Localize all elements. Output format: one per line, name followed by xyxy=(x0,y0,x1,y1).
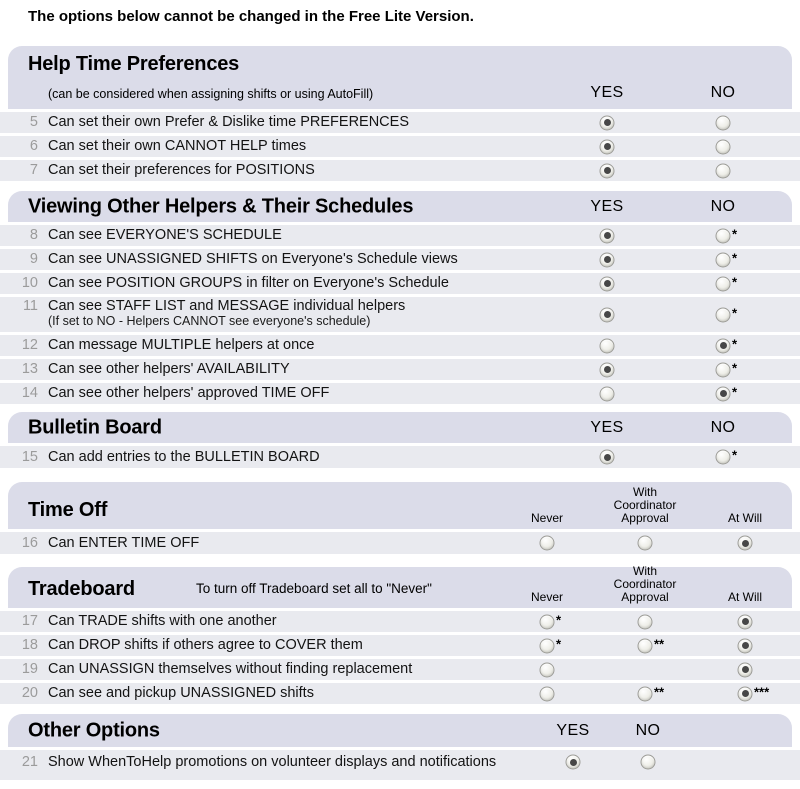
row-label: Can see other helpers' approved TIME OFF xyxy=(48,385,330,401)
footnote-asterisk: *** xyxy=(754,684,770,700)
radio-yes[interactable] xyxy=(600,362,615,377)
option-row-21 xyxy=(0,750,800,780)
radio-no[interactable] xyxy=(716,139,731,154)
option-row-18 xyxy=(0,635,800,656)
section-header xyxy=(8,482,792,529)
radio-no[interactable] xyxy=(716,386,731,401)
footnote-asterisk: * xyxy=(732,274,738,290)
column-header-yes: YES xyxy=(556,721,590,739)
section-title: Tradeboard xyxy=(28,578,135,600)
section-subtitle: (can be considered when assigning shifts or using AutoFill) xyxy=(48,87,374,101)
row-number: 20 xyxy=(21,685,38,701)
option-row-5 xyxy=(0,112,800,133)
column-header-no: NO xyxy=(710,197,736,215)
section-header xyxy=(8,564,792,608)
option-row-19 xyxy=(0,659,800,680)
option-row-14 xyxy=(0,383,800,404)
column-header-no: NO xyxy=(635,721,661,739)
footnote-asterisk: * xyxy=(732,226,738,242)
radio-with-coordinator-approval[interactable] xyxy=(638,614,653,629)
section-header xyxy=(8,714,792,747)
radio-at-will[interactable] xyxy=(738,536,753,551)
option-row-11 xyxy=(0,297,800,332)
option-row-16 xyxy=(0,532,800,554)
option-row-12 xyxy=(0,335,800,356)
settings-panels xyxy=(0,46,800,780)
radio-yes[interactable] xyxy=(600,307,615,322)
radio-at-will[interactable] xyxy=(738,638,753,653)
row-label: Can UNASSIGN themselves without finding replacement xyxy=(48,661,413,677)
row-number: 21 xyxy=(21,754,38,770)
section-bulletin-board xyxy=(0,412,800,468)
row-subnote: (If set to NO - Helpers CANNOT see everyone's schedule) xyxy=(48,314,371,328)
section-title: Viewing Other Helpers & Their Schedules xyxy=(28,195,414,217)
column-header-no: NO xyxy=(710,84,736,101)
option-row-17 xyxy=(0,611,800,632)
radio-yes[interactable] xyxy=(600,338,615,353)
radio-no[interactable] xyxy=(716,338,731,353)
row-label: Can see and pickup UNASSIGNED shifts xyxy=(48,685,314,701)
row-number: 9 xyxy=(29,251,38,267)
row-label: Can TRADE shifts with one another xyxy=(48,613,277,629)
section-other-options xyxy=(0,714,800,780)
column-header-never: Never xyxy=(530,511,564,525)
radio-no[interactable] xyxy=(716,228,731,243)
radio-yes[interactable] xyxy=(600,115,615,130)
radio-never[interactable] xyxy=(540,638,555,653)
row-label: Can DROP shifts if others agree to COVER them xyxy=(48,637,363,653)
radio-no[interactable] xyxy=(641,755,656,770)
row-number: 5 xyxy=(29,114,38,130)
footnote-asterisk: ** xyxy=(654,636,665,652)
radio-no[interactable] xyxy=(716,362,731,377)
footnote-asterisk: ** xyxy=(654,684,665,700)
row-number: 11 xyxy=(22,298,38,314)
row-label: Show WhenToHelp promotions on volunteer displays and notifications xyxy=(48,754,497,770)
radio-at-will[interactable] xyxy=(738,614,753,629)
option-row-9 xyxy=(0,249,800,270)
footnote-asterisk: * xyxy=(732,336,738,352)
radio-yes[interactable] xyxy=(600,450,615,465)
radio-no[interactable] xyxy=(716,252,731,267)
radio-yes[interactable] xyxy=(600,139,615,154)
section-time-off xyxy=(0,482,800,554)
row-label: Can set their preferences for POSITIONS xyxy=(48,162,315,178)
column-header-at-will: At Will xyxy=(728,511,762,525)
radio-with-coordinator-approval[interactable] xyxy=(638,638,653,653)
column-header-yes: YES xyxy=(590,418,624,436)
radio-at-will[interactable] xyxy=(738,686,753,701)
radio-no[interactable] xyxy=(716,450,731,465)
option-row-10 xyxy=(0,273,800,294)
row-label: Can add entries to the BULLETIN BOARD xyxy=(48,449,320,465)
radio-no[interactable] xyxy=(716,307,731,322)
column-header-with-coordinator-approval: With Coordinator Approval xyxy=(613,564,677,604)
section-title: Other Options xyxy=(28,719,160,741)
section-note: To turn off Tradeboard set all to "Never" xyxy=(196,581,432,596)
row-number: 16 xyxy=(21,535,38,551)
option-row-8 xyxy=(0,225,800,246)
radio-yes[interactable] xyxy=(600,386,615,401)
section-header xyxy=(8,412,792,443)
row-number: 7 xyxy=(29,162,38,178)
row-number: 17 xyxy=(21,613,38,629)
row-label: Can set their own CANNOT HELP times xyxy=(48,138,307,154)
row-number: 15 xyxy=(21,449,38,465)
radio-with-coordinator-approval[interactable] xyxy=(638,686,653,701)
column-header-yes: YES xyxy=(590,84,624,101)
section-help-time-preferences xyxy=(0,46,800,181)
radio-yes[interactable] xyxy=(600,252,615,267)
radio-yes[interactable] xyxy=(600,228,615,243)
column-header-at-will: At Will xyxy=(728,590,762,604)
radio-yes[interactable] xyxy=(566,755,581,770)
row-label: Can see other helpers' AVAILABILITY xyxy=(48,361,290,377)
footnote-asterisk: * xyxy=(732,360,738,376)
section-header xyxy=(8,46,792,109)
radio-never[interactable] xyxy=(540,686,555,701)
row-number: 18 xyxy=(21,637,38,653)
column-header-yes: YES xyxy=(590,197,624,215)
section-title: Bulletin Board xyxy=(28,416,162,438)
radio-with-coordinator-approval[interactable] xyxy=(638,536,653,551)
radio-no[interactable] xyxy=(716,276,731,291)
section-header xyxy=(8,191,792,222)
row-label: Can see STAFF LIST and MESSAGE individual helpers xyxy=(48,298,406,314)
option-row-7 xyxy=(0,160,800,181)
radio-never[interactable] xyxy=(540,614,555,629)
radio-no[interactable] xyxy=(716,163,731,178)
column-header-never: Never xyxy=(530,590,564,604)
row-number: 6 xyxy=(29,138,38,154)
row-label: Can ENTER TIME OFF xyxy=(48,535,200,551)
radio-never[interactable] xyxy=(540,662,555,677)
footnote-asterisk: * xyxy=(732,305,738,321)
option-row-15 xyxy=(0,446,800,468)
section-tradeboard xyxy=(0,564,800,704)
radio-yes[interactable] xyxy=(600,163,615,178)
radio-never[interactable] xyxy=(540,536,555,551)
option-row-20 xyxy=(0,683,800,704)
row-number: 12 xyxy=(21,337,38,353)
footnote-asterisk: * xyxy=(732,250,738,266)
option-row-13 xyxy=(0,359,800,380)
free-lite-notice: The options below cannot be changed in the Free Lite Version. xyxy=(28,8,474,25)
footnote-asterisk: * xyxy=(732,447,738,463)
footnote-asterisk: * xyxy=(732,384,738,400)
column-header-no: NO xyxy=(710,418,736,436)
section-title: Time Off xyxy=(28,499,108,521)
radio-yes[interactable] xyxy=(600,276,615,291)
column-header-with-coordinator-approval: With Coordinator Approval xyxy=(613,485,677,525)
row-label: Can message MULTIPLE helpers at once xyxy=(48,337,315,353)
row-number: 10 xyxy=(21,275,38,291)
section-title: Help Time Preferences xyxy=(28,53,240,75)
row-label: Can set their own Prefer & Dislike time PREFERENCES xyxy=(48,114,409,130)
footnote-asterisk: * xyxy=(556,636,562,652)
row-label: Can see EVERYONE'S SCHEDULE xyxy=(48,227,282,243)
option-row-6 xyxy=(0,136,800,157)
footnote-asterisk: * xyxy=(556,612,562,628)
radio-no[interactable] xyxy=(716,115,731,130)
section-viewing-other-helpers xyxy=(0,191,800,404)
row-number: 13 xyxy=(21,361,38,377)
row-label: Can see UNASSIGNED SHIFTS on Everyone's Schedule views xyxy=(48,251,458,267)
row-number: 8 xyxy=(29,227,38,243)
row-number: 19 xyxy=(21,661,38,677)
row-number: 14 xyxy=(21,385,38,401)
radio-at-will[interactable] xyxy=(738,662,753,677)
row-label: Can see POSITION GROUPS in filter on Everyone's Schedule xyxy=(48,275,449,291)
